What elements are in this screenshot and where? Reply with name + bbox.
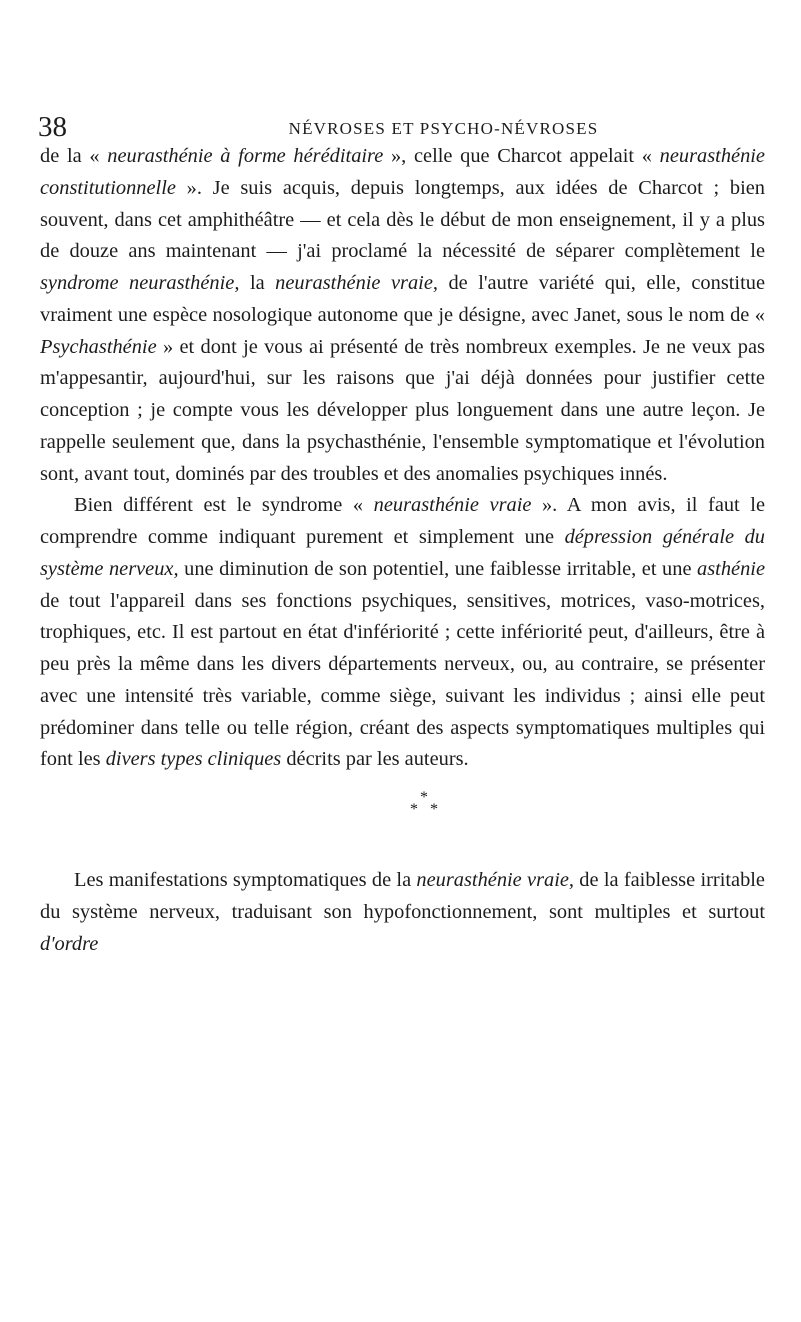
italic-term: neurasthénie constitutionnelle xyxy=(40,145,765,199)
text-run: la xyxy=(239,272,276,294)
asterisk: * xyxy=(420,789,428,806)
text-run: une diminution de son potentiel, une faiblesse irritable, et une xyxy=(178,557,698,580)
text-run: de l'autre variété qui, elle, constitue vraiment une espèce nosologique autonome que je désigne, avec Janet, sous le nom de « xyxy=(40,272,765,326)
text-run: Les manifestations symptomatiques de la xyxy=(74,869,417,891)
text-run: de la « xyxy=(40,145,108,167)
italic-term: d'ordre xyxy=(40,932,99,955)
body-text xyxy=(40,141,765,960)
text-run: de la faiblesse irritable du système nerveux, traduisant son hypofonctionnement, sont multiples et surtout xyxy=(40,869,765,923)
italic-term: neurasthénie vraie, xyxy=(416,869,575,891)
italic-term: asthénie xyxy=(697,557,765,580)
paragraph-2 xyxy=(40,490,765,776)
text-run: ». A mon avis, il faut le comprendre comme indiquant purement et simplement une xyxy=(40,494,765,548)
text-run: décrits par les auteurs. xyxy=(281,748,469,771)
running-head xyxy=(38,111,759,143)
italic-term: neurasthénie vraie xyxy=(373,494,532,517)
italic-term: dépression générale du système nerveux, xyxy=(40,526,765,580)
italic-term: Psychasthénie xyxy=(40,335,157,358)
running-title: NÉVROSES ET PSYCHO-NÉVROSES xyxy=(288,119,599,138)
italic-term: neurasthénie à forme héréditaire xyxy=(107,145,384,167)
asterisk: * xyxy=(430,801,438,818)
paragraph-3 xyxy=(40,865,765,960)
page-number: 38 xyxy=(38,111,67,143)
italic-term: neurasthénie vraie, xyxy=(275,272,438,294)
paragraph-1 xyxy=(40,141,765,490)
asterisk: * xyxy=(410,801,418,818)
text-run: Bien différent est le syndrome « xyxy=(74,494,374,517)
asterism-divider xyxy=(40,786,765,846)
italic-term: divers types cliniques xyxy=(105,748,282,771)
text-run: » et dont je vous ai présenté de très nombreux exemples. Je ne veux pas m'appesantir, aujourd'hui, sur les raisons que j'ai déjà données pour justifier cette conception ; je compte vous les développer plus longuement dans une autre leçon. Je rappelle seulement que, dans la psychasthénie, l'ensemble symptomatique et l'évolution sont, avant tout, dominés par des troubles et des anomalies psychiques innés. xyxy=(40,335,765,485)
italic-term: syndrome neurasthénie, xyxy=(40,272,240,294)
text-run: ». Je suis acquis, depuis longtemps, aux idées de Charcot ; bien souvent, dans cet amphithéâtre — et cela dès le début de mon enseignement, il y a plus de douze ans maintenant — j'ai proclamé la nécessité de séparer complètement le xyxy=(40,176,765,263)
text-run: de tout l'appareil dans ses fonctions psychiques, sensitives, motrices, vaso-motrices, trophiques, etc. Il est partout en état d'infériorité ; cette infériorité peut, d'ailleurs, être à peu près la même dans les divers départements nerveux, ou, au contraire, se présenter avec une intensité très variable, comme siège, suivant les individus ; ainsi elle peut prédominer dans telle ou telle région, créant des aspects symptomatiques multiples qui font les xyxy=(40,589,765,771)
text-run: », celle que Charcot appelait « xyxy=(383,145,660,167)
